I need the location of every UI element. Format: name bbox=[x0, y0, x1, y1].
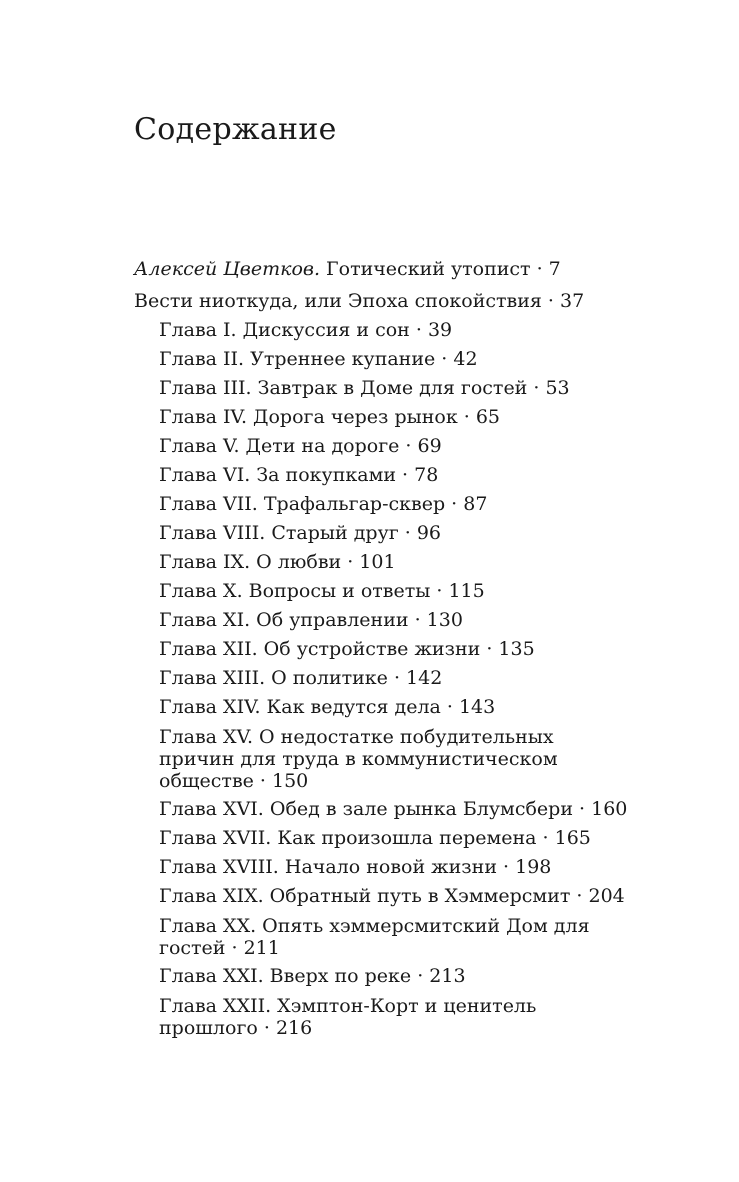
chapter-item: Глава XV. О недостатке побудительных причин для труда в коммунистическом обществе · 150 bbox=[159, 726, 558, 792]
chapter-item: Глава VII. Трафальгар-сквер · 87 bbox=[159, 493, 488, 515]
chapter-item: Глава XXII. Хэмптон-Корт и ценитель прошлого · 216 bbox=[159, 995, 537, 1039]
toc-entry-title: Готический утопист · 7 bbox=[320, 258, 561, 280]
chapter-item: Глава XVIII. Начало новой жизни · 198 bbox=[159, 856, 552, 878]
toc-entry-book: Вести ниоткуда, или Эпоха спокойствия · 37 bbox=[134, 290, 585, 312]
chapter-item: Глава XIV. Как ведутся дела · 143 bbox=[159, 696, 496, 718]
chapter-item: Глава XIII. О политике · 142 bbox=[159, 667, 443, 689]
chapter-item: Глава XVI. Обед в зале рынка Блумсбери · 160 bbox=[159, 798, 628, 820]
toc-entry-author: Алексей Цветков. bbox=[134, 258, 321, 280]
chapter-item: Глава IX. О любви · 101 bbox=[159, 551, 396, 573]
chapter-item: Глава IV. Дорога через рынок · 65 bbox=[159, 406, 501, 428]
chapter-item: Глава XIX. Обратный путь в Хэммерсмит · 204 bbox=[159, 885, 625, 907]
chapter-item: Глава III. Завтрак в Доме для гостей · 53 bbox=[159, 377, 570, 399]
chapter-item: Глава II. Утреннее купание · 42 bbox=[159, 348, 478, 370]
chapter-item: Глава VI. За покупками · 78 bbox=[159, 464, 439, 486]
chapter-item: Глава VIII. Старый друг · 96 bbox=[159, 522, 442, 544]
page-title: Содержание bbox=[134, 112, 337, 147]
chapter-item: Глава XX. Опять хэммерсмитский Дом для гостей · 211 bbox=[159, 915, 590, 959]
chapter-item: Глава X. Вопросы и ответы · 115 bbox=[159, 580, 485, 602]
chapter-item: Глава XVII. Как произошла перемена · 165 bbox=[159, 827, 591, 849]
chapter-item: Глава I. Дискуссия и сон · 39 bbox=[159, 319, 453, 341]
chapter-item: Глава XII. Об устройстве жизни · 135 bbox=[159, 638, 535, 660]
toc-entry-intro bbox=[134, 255, 654, 284]
table-of-contents bbox=[134, 255, 654, 1042]
chapter-list bbox=[134, 316, 654, 1042]
chapter-item: Глава XI. Об управлении · 130 bbox=[159, 609, 463, 631]
chapter-item: Глава XXI. Вверх по реке · 213 bbox=[159, 965, 466, 987]
chapter-item: Глава V. Дети на дороге · 69 bbox=[159, 435, 442, 457]
